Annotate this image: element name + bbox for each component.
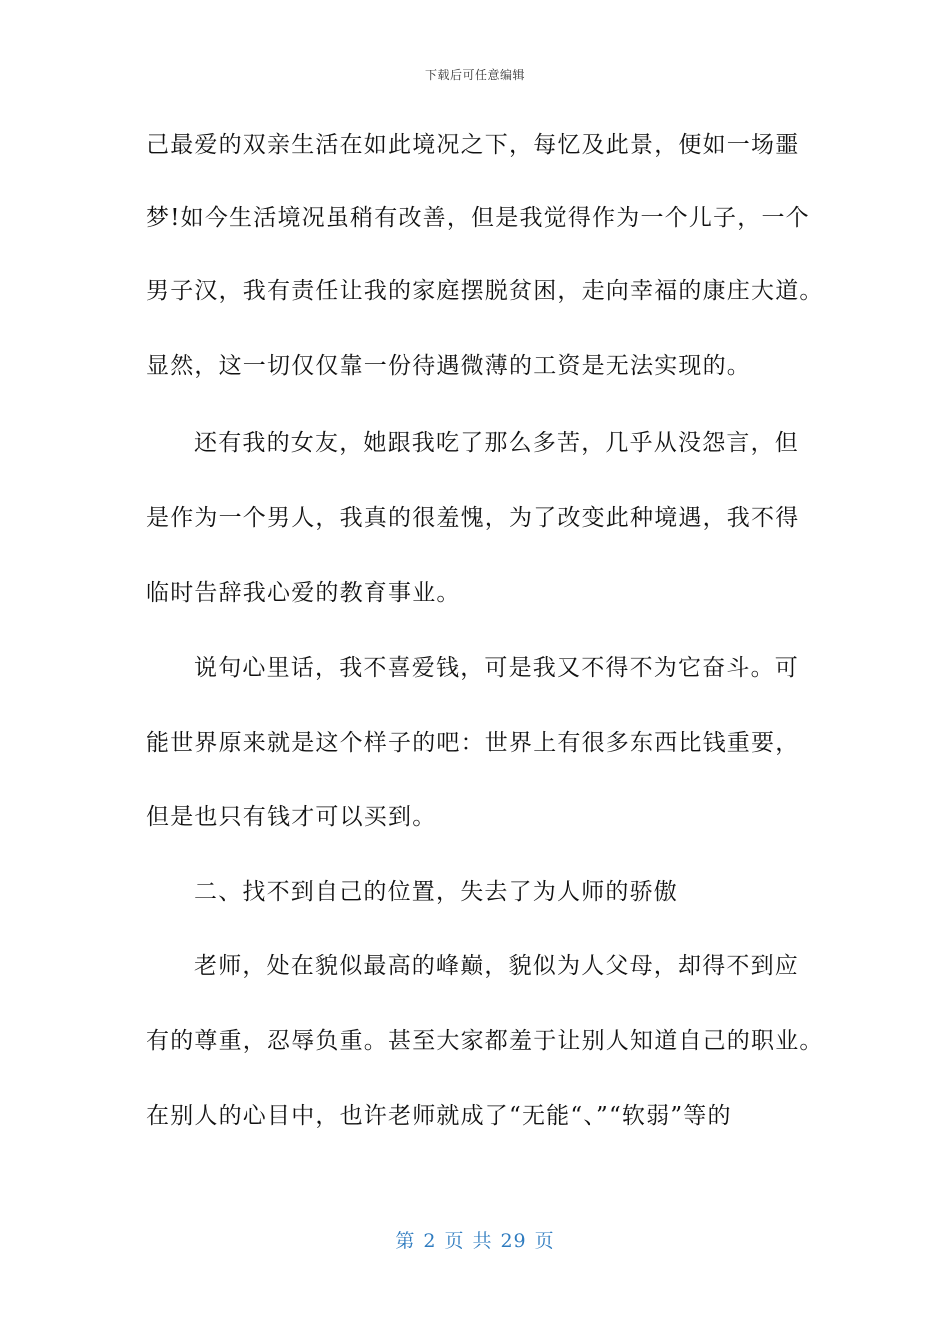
text-line: 在别人的心目中，也许老师就成了“无能“、”“软弱”等的: [146, 1103, 732, 1129]
footer-suffix: 页: [534, 1230, 555, 1252]
text-line: 梦!如今生活境况虽稍有改善，但是我觉得作为一个儿子，一个: [146, 205, 810, 231]
text-line: 临时告辞我心爱的教育事业。: [146, 580, 461, 606]
footer-total-prefix: 共: [472, 1230, 493, 1252]
page-footer: [0, 1226, 950, 1253]
text-line: 己最爱的双亲生活在如此境况之下，每忆及此景，便如一场噩: [146, 132, 800, 158]
footer-page-label: 页: [444, 1230, 465, 1252]
footer-page-number: 2: [423, 1230, 437, 1252]
text-line: 但是也只有钱才可以买到。: [146, 804, 437, 830]
section-heading: 二、找不到自己的位置，失去了为人师的骄傲: [194, 879, 678, 905]
text-line: 显然，这一切仅仅靠一份待遇微薄的工资是无法实现的。: [146, 353, 751, 379]
paragraph-start-line: 说句心里话，我不喜爱钱，可是我又不得不为它奋斗。可: [194, 655, 799, 681]
text-line: 男子汉，我有责任让我的家庭摆脱贫困，走向幸福的康庄大道。: [146, 278, 824, 304]
footer-total-pages: 29: [500, 1230, 527, 1252]
paragraph-start-line: 老师，处在貌似最高的峰巅，貌似为人父母，却得不到应: [194, 953, 799, 979]
paragraph-start-line: 还有我的女友，她跟我吃了那么多苦，几乎从没怨言，但: [194, 430, 799, 456]
text-line: 有的尊重，忍辱负重。甚至大家都羞于让别人知道自己的职业。: [146, 1028, 824, 1054]
page-header: 下载后可任意编辑: [424, 68, 525, 82]
footer-prefix: 第: [395, 1230, 416, 1252]
text-line: 是作为一个男人，我真的很羞愧，为了改变此种境遇，我不得: [146, 505, 800, 531]
text-line: 能世界原来就是这个样子的吧：世界上有很多东西比钱重要，: [146, 730, 800, 756]
